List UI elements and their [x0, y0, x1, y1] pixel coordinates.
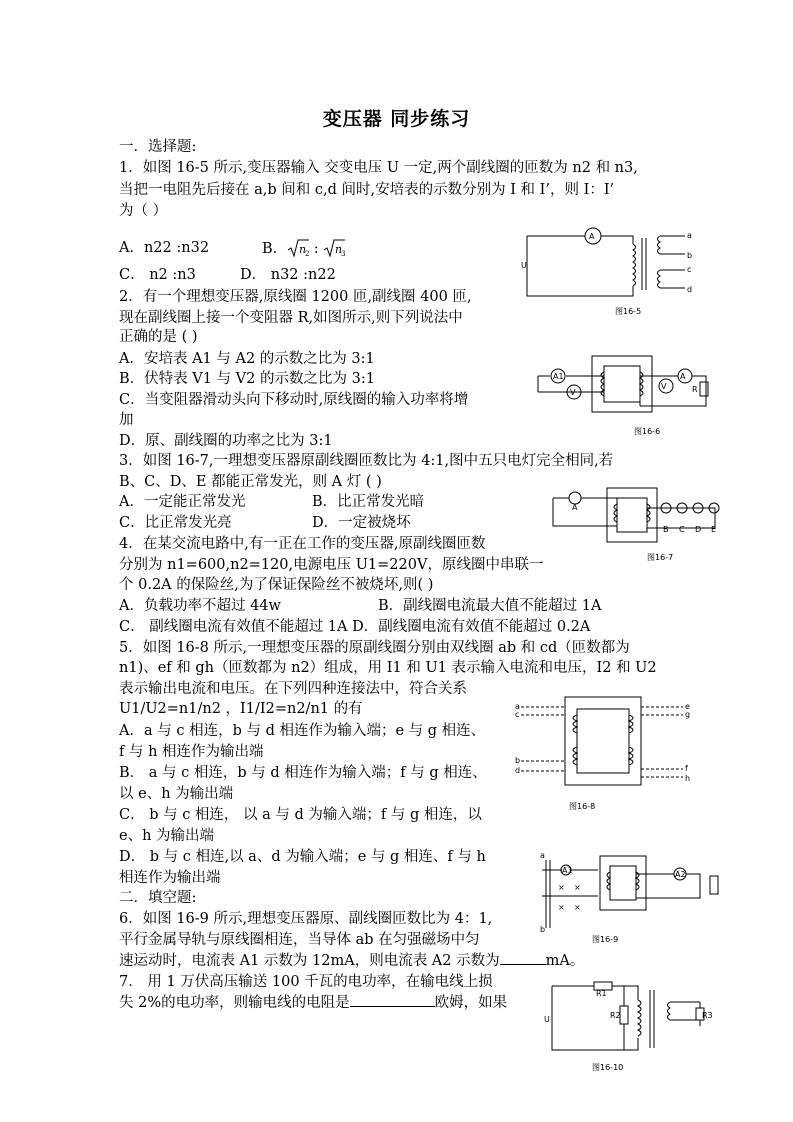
svg-text:A1: A1: [553, 372, 564, 381]
q6-text: 速运动时，电流表 A1 示数为 12mA，则电流表 A2 示数为 mA。: [119, 953, 585, 969]
q3-option-a: A．一定能正常发光: [119, 494, 246, 510]
q3-option-b: B．比正常发光暗: [312, 494, 425, 510]
q4-text: 4．在某交流电路中,有一正在工作的变压器,原副线圈匝数: [119, 536, 486, 552]
figure-16-9: [540, 850, 725, 950]
svg-text:h: h: [685, 774, 691, 783]
svg-text:U: U: [544, 1015, 550, 1024]
svg-text:c: c: [687, 265, 692, 274]
figure-16-7: [545, 486, 730, 566]
svg-text:d: d: [515, 766, 521, 775]
q3-option-d: D．一定被烧坏: [312, 515, 411, 531]
section-heading: 一．选择题:: [119, 139, 197, 155]
svg-text:×: ×: [574, 903, 581, 912]
q1-text: 1．如图 16-5 所示,变压器输入 交变电压 U 一定,两个副线圈的匝数为 n2 和 n3,: [119, 160, 638, 176]
q1-text: 为（ ）: [119, 203, 168, 219]
q2-text: 现在副线圈上接一个变阻器 R,如图所示,则下列说法中: [119, 310, 463, 326]
answer-blank[interactable]: [350, 1006, 435, 1007]
svg-text:图16-8: 图16-8: [569, 802, 596, 811]
q5-option-a: A．a 与 c 相连，b 与 d 相连作为输入端；e 与 g 相连、: [119, 723, 486, 739]
answer-blank[interactable]: [500, 964, 546, 965]
svg-text:R1: R1: [596, 989, 607, 998]
q1-option-b-sep: :: [313, 241, 319, 257]
q5-text: 5．如图 16-8 所示,一理想变压器的原副线圈分别由双线圈 ab 和 cd（匝数都为: [119, 640, 630, 656]
q6-text: 平行金属导轨与原线圈相连，当导体 ab 在匀强磁场中匀: [119, 932, 480, 948]
svg-text:R2: R2: [610, 1011, 621, 1020]
svg-text:图16-9: 图16-9: [592, 935, 619, 944]
q2-option-c: 加: [119, 412, 134, 428]
q5-text: U1/U2=n1/n2 ，I1/I2=n2/n1 的有: [119, 701, 363, 717]
svg-text:V: V: [570, 388, 576, 397]
sqrt-icon: [287, 238, 309, 258]
q1-option-b-label: B．: [262, 241, 288, 257]
page-title: 变压器 同步练习: [322, 108, 471, 130]
q4-option-a: A．负载功率不超过 44w: [119, 598, 281, 614]
svg-text:g: g: [685, 710, 691, 719]
svg-text:A: A: [572, 503, 578, 512]
q1-option-b: [262, 238, 347, 259]
svg-text:2: 2: [305, 250, 310, 258]
q7-text: 7． 用 1 万伏高压输送 100 千瓦的电功率，在输电线上损: [119, 974, 493, 990]
q5-option-b: 以 e、h 为输出端: [119, 786, 234, 802]
figure-16-10: [540, 978, 725, 1078]
q6-text: 6．如图 16-9 所示,理想变压器原、副线圈匝数比为 4：1,: [119, 911, 493, 927]
svg-text:E: E: [711, 525, 717, 534]
q3-option-c: C．比正常发光亮: [119, 515, 232, 531]
q5-option-c: C． b 与 c 相连， 以 a 与 d 为输入端；f 与 g 相连，以: [119, 807, 482, 823]
svg-text:A2: A2: [675, 870, 686, 879]
svg-text:b: b: [687, 251, 693, 260]
q1-option-c: C． n2 :n3: [119, 267, 196, 283]
svg-text:图16-5: 图16-5: [615, 307, 642, 316]
q4-option-cd: C． 副线圈电流有效值不能超过 1A D．副线圈电流有效值不能超过 0.2A: [119, 619, 591, 635]
q2-option-d: D．原、副线圈的功率之比为 3:1: [119, 433, 333, 449]
svg-text:e: e: [685, 702, 690, 711]
figure-16-8: [513, 695, 693, 815]
svg-text:a: a: [515, 702, 520, 711]
q3-text: 3．如图 16-7,一理想变压器原副线圈匝数比为 4:1,图中五只电灯完全相同,若: [119, 453, 614, 469]
svg-text:b: b: [515, 756, 521, 765]
q1-text: 当把一电阻先后接在 a,b 间和 c,d 间时,安培表的示数分别为 I 和 I’，则 I：I’: [119, 182, 615, 198]
svg-text:d: d: [687, 285, 693, 294]
svg-text:U: U: [521, 261, 527, 270]
svg-text:f: f: [685, 764, 688, 773]
svg-text:b: b: [540, 925, 546, 934]
svg-text:C: C: [679, 525, 685, 534]
svg-text:c: c: [515, 710, 520, 719]
svg-text:V: V: [661, 382, 667, 391]
q5-text: n1)、ef 和 gh（匝数都为 n2）组成，用 I1 和 U1 表示输入电流和电压，I2 和 U2: [119, 660, 657, 676]
svg-text:R3: R3: [702, 1011, 713, 1020]
q5-option-c: e、h 为输出端: [119, 828, 215, 844]
svg-text:n: n: [335, 243, 343, 256]
q5-option-d: 相连作为输出端: [119, 870, 221, 886]
q1-option-d: D． n32 :n22: [240, 267, 336, 283]
q2-option-b: B．伏特表 V1 与 V2 的示数之比为 3:1: [119, 371, 375, 387]
svg-text:a: a: [540, 851, 545, 860]
q5-option-b: B． a 与 c 相连，b 与 d 相连作为输入端；f 与 g 相连、: [119, 765, 487, 781]
svg-text:×: ×: [558, 883, 565, 892]
q4-text: 个 0.2A 的保险丝,为了保证保险丝不被烧坏,则( ): [119, 577, 434, 593]
svg-text:图16-6: 图16-6: [634, 427, 661, 436]
svg-text:图16-7: 图16-7: [647, 553, 674, 562]
q4-option-b: B．副线圈电流最大值不能超过 1A: [378, 598, 602, 614]
q2-text: 正确的是 ( ): [119, 329, 198, 345]
q7-text: 失 2%的电功率，则输电线的电阻是 欧姆，如果: [119, 995, 508, 1011]
sqrt-icon: [323, 238, 347, 258]
q4-text: 分别为 n1=600,n2=120,电源电压 U1=220V，原线圈中串联一: [119, 557, 544, 573]
svg-text:图16-10: 图16-10: [592, 1063, 624, 1072]
q2-option-c: C．当变阻器滑动头向下移动时,原线圈的输入功率将增: [119, 392, 469, 408]
svg-text:A1: A1: [562, 866, 573, 875]
q5-text: 表示输出电流和电压。在下列四种连接法中，符合关系: [119, 681, 467, 697]
svg-text:×: ×: [574, 883, 581, 892]
figure-16-6: [530, 352, 725, 437]
q2-text: 2．有一个理想变压器,原线圈 1200 匝,副线圈 400 匝,: [119, 289, 472, 305]
svg-text:3: 3: [341, 250, 346, 258]
svg-text:a: a: [687, 231, 692, 240]
svg-text:D: D: [695, 525, 702, 534]
svg-text:×: ×: [558, 903, 565, 912]
svg-text:R: R: [692, 385, 698, 394]
svg-text:B: B: [663, 525, 669, 534]
q2-option-a: A．安培表 A1 与 A2 的示数之比为 3:1: [119, 351, 375, 367]
figure-16-5: [515, 224, 705, 319]
svg-text:n: n: [299, 243, 307, 256]
svg-text:A: A: [589, 232, 595, 241]
q3-text: B、C、D、E 都能正常发光，则 A 灯 ( ): [119, 474, 382, 490]
q5-option-a: f 与 h 相连作为输出端: [119, 744, 264, 760]
svg-text:A: A: [680, 372, 686, 381]
q5-option-d: D． b 与 c 相连,以 a、d 为输入端；e 与 g 相连、f 与 h: [119, 849, 486, 865]
q1-option-a: A．n22 :n32: [119, 240, 210, 256]
section-heading: 二．填空题:: [119, 890, 197, 906]
